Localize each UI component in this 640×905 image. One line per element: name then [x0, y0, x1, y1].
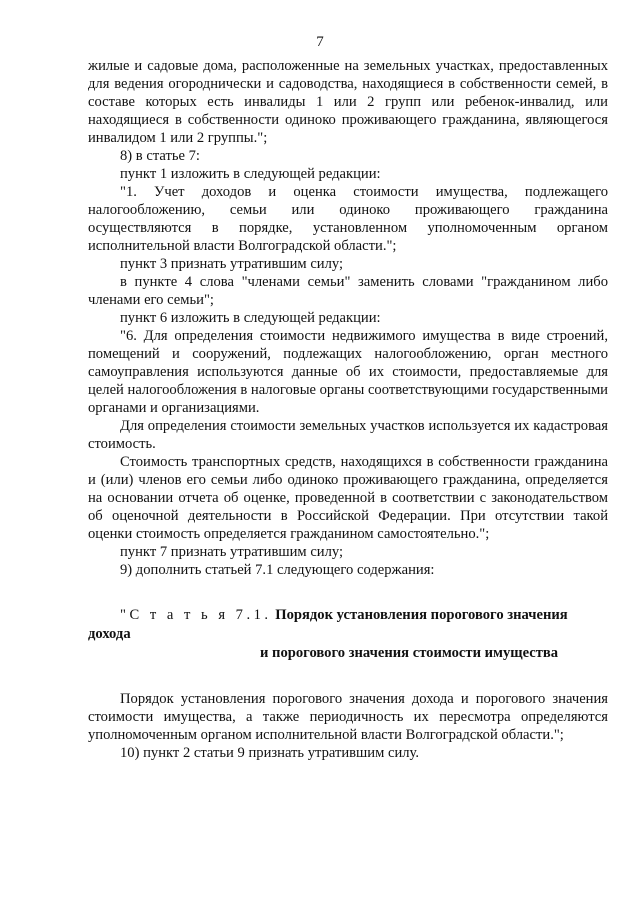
paragraph-12: 9) дополнить статьей 7.1 следующего содержания: — [120, 562, 435, 578]
paragraph-7: пункт 6 изложить в следующей редакции: — [120, 310, 381, 326]
article-title-line-1: Порядок установления порогового значения дохода — [88, 607, 568, 642]
paragraph-5: пункт 3 признать утратившим силу; — [120, 256, 344, 272]
paragraph-1: жилые и садовые дома, расположенные на земельных участках, предоставленных для ведения огороднически и садоводства, находящиеся в собственности семей, в составе которых есть инвалиды 1 или 2 групп или ребенок-инвалид, или находящиеся в собственности одиноко проживающего гражданина, являющегося инвалидом 1 или 2 группы."; — [88, 58, 608, 146]
paragraph-8: "6. Для определения стоимости недвижимого имущества в виде строений, помещений и сооружений, подлежащих налогообложению, орган местного самоуправления используются данные об их стоимости, предоставляемые для целей налогообложения в налоговые органы соответствующими государственными органами и организациями. — [88, 328, 608, 416]
closing-paragraph-1: Порядок установления порогового значения дохода и порогового значения стоимости имущества, а также периодичность их пересмотра определяются уполномоченным органом исполнительной власти Волгоградской области."; — [88, 691, 608, 743]
paragraph-11: пункт 7 признать утратившим силу; — [120, 544, 344, 560]
paragraph-6: в пункте 4 слова "членами семьи" заменить словами "гражданином либо членами его семьи"; — [88, 274, 608, 308]
closing-paragraph-2: 10) пункт 2 статьи 9 признать утратившим силу. — [120, 745, 420, 761]
document-body — [88, 57, 608, 762]
paragraph-10: Стоимость транспортных средств, находящихся в собственности гражданина и (или) членов его семьи либо одиноко проживающего гражданина, определяется на основании отчета об оценке, проведенной в соответствии с законодательством об оценочной деятельности в Российской Федерации. При отсутствии такой оценки стоимость определяется гражданином самостоятельно."; — [88, 454, 608, 542]
paragraph-4: "1. Учет доходов и оценка стоимости имущества, подлежащего налогообложению, семьи или одиноко проживающего гражданина осуществляются в порядке, установленном уполномоченным органом исполнительной власти Волгоградской области."; — [88, 184, 608, 254]
article-title-line-2: и порогового значения стоимости имущества — [260, 645, 559, 661]
article-heading — [88, 606, 608, 663]
article-prefix: "С т а т ь я 7.1. — [120, 607, 272, 623]
paragraph-2: 8) в статье 7: — [120, 148, 200, 164]
paragraph-3: пункт 1 изложить в следующей редакции: — [120, 166, 381, 182]
page-number: 7 — [316, 34, 324, 50]
paragraph-9: Для определения стоимости земельных участков используется их кадастровая стоимость. — [88, 418, 608, 452]
